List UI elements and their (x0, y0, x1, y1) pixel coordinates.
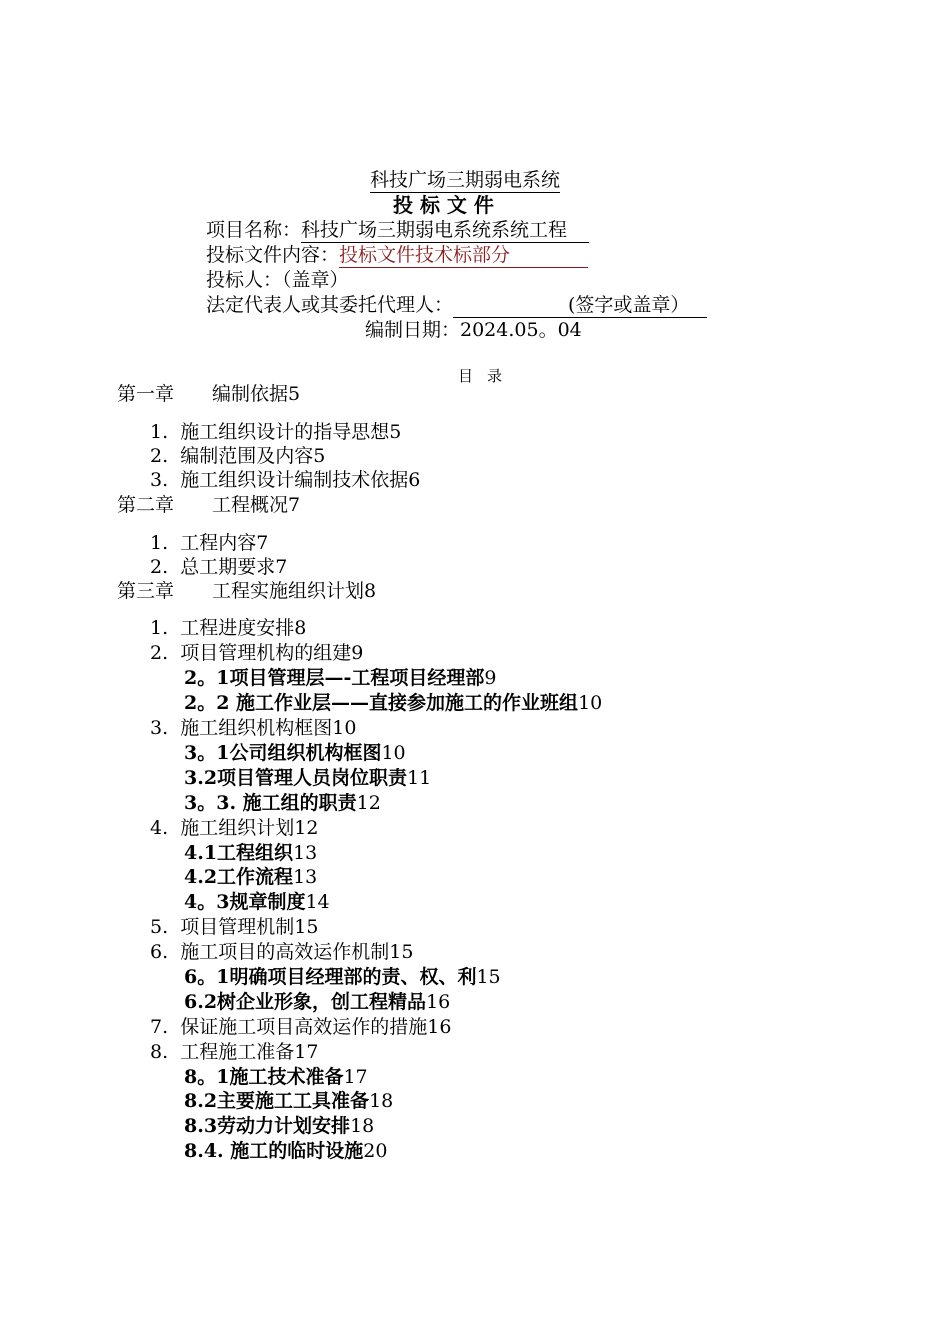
toc-subitem-title: 4.2工作流程 (184, 866, 294, 888)
toc-item-3-2[interactable] (150, 641, 363, 665)
toc-chapter-2[interactable] (117, 493, 300, 517)
toc-page-number: 11 (407, 767, 432, 789)
toc-subitem-title: 8。1施工技术准备 (184, 1066, 344, 1088)
toc-subitem-3-3-1[interactable] (184, 741, 406, 765)
toc-page-number: 9 (484, 667, 497, 689)
toc-chapter-1[interactable] (117, 382, 300, 406)
toc-item-number: 4. (150, 817, 169, 839)
toc-subitem-title: 3。1公司组织机构框图 (184, 742, 382, 764)
toc-subitem-title: 6.2树企业形象，创工程精品 (184, 991, 427, 1013)
bid-content-value: 投标文件技术标部分 (339, 243, 588, 268)
toc-page-number: 5 (313, 445, 326, 467)
toc-item-title: 编制范围及内容 (180, 445, 314, 467)
toc-chapter-title: 工程概况 (212, 494, 289, 516)
toc-subitem-3-8-1[interactable] (184, 1065, 368, 1089)
toc-item-number: 5. (150, 916, 169, 938)
toc-page-number: 12 (356, 792, 381, 814)
toc-page-number: 13 (293, 842, 318, 864)
representative-value: (签字或盖章） (453, 293, 707, 318)
toc-item-number: 8. (150, 1041, 169, 1063)
toc-subitem-title: 8.4. 施工的临时设施 (184, 1140, 364, 1162)
toc-item-title: 项目管理机制 (180, 916, 295, 938)
toc-chapter-3[interactable] (117, 579, 376, 603)
toc-page-number: 8 (364, 580, 377, 602)
toc-title: 目录 (458, 367, 517, 385)
toc-subitem-title: 3.2项目管理人员岗位职责 (184, 767, 408, 789)
toc-page-number: 17 (343, 1066, 368, 1088)
toc-page-number: 20 (363, 1140, 388, 1162)
toc-item-1-1[interactable] (150, 420, 401, 444)
bid-content-label: 投标文件内容： (206, 244, 340, 266)
toc-page-number: 15 (389, 941, 414, 963)
toc-chapter-number: 第一章 (117, 383, 175, 405)
toc-subitem-title: 2。1项目管理层—-工程项目经理部 (184, 667, 485, 689)
toc-page-number: 10 (381, 742, 406, 764)
toc-page-number: 14 (305, 891, 330, 913)
toc-page-number: 18 (350, 1115, 375, 1137)
toc-subitem-3-4-3[interactable] (184, 890, 330, 914)
compile-date: 编制日期：2024.05。04 (365, 319, 582, 341)
toc-page-number: 7 (275, 556, 288, 578)
toc-item-title: 项目管理机构的组建 (180, 642, 352, 664)
toc-item-title: 施工组织设计的指导思想 (180, 421, 390, 443)
toc-subitem-3-6-1[interactable] (184, 965, 501, 989)
toc-subitem-3-4-2[interactable] (184, 865, 317, 889)
toc-page-number: 10 (332, 717, 357, 739)
toc-item-number: 3. (150, 717, 169, 739)
toc-item-title: 保证施工项目高效运作的措施 (180, 1016, 428, 1038)
toc-item-number: 1. (150, 532, 169, 554)
toc-subitem-3-3-2[interactable] (184, 766, 431, 790)
toc-subitem-3-2-2[interactable] (184, 691, 602, 715)
toc-item-1-2[interactable] (150, 444, 325, 468)
toc-item-number: 1. (150, 421, 169, 443)
representative-label: 法定代表人或其委托代理人： (206, 294, 454, 316)
toc-item-3-6[interactable] (150, 940, 413, 964)
toc-item-3-1[interactable] (150, 616, 306, 640)
toc-page-number: 5 (288, 383, 301, 405)
toc-subitem-title: 8.2主要施工工具准备 (184, 1090, 370, 1112)
toc-subitem-3-6-2[interactable] (184, 990, 450, 1014)
toc-item-3-4[interactable] (150, 816, 318, 840)
toc-page-number: 5 (389, 421, 402, 443)
toc-page-number: 18 (369, 1090, 394, 1112)
representative-row (206, 293, 707, 318)
document-title: 科技广场三期弱电系统 (370, 169, 561, 191)
toc-item-number: 2. (150, 556, 169, 578)
toc-chapter-title: 编制依据 (212, 383, 289, 405)
toc-item-title: 施工组织设计编制技术依据 (180, 469, 409, 491)
toc-item-title: 施工组织机构框图 (180, 717, 333, 739)
toc-item-2-1[interactable] (150, 531, 268, 555)
project-name-label: 项目名称： (206, 219, 302, 241)
toc-page-number: 16 (427, 1016, 452, 1038)
toc-item-number: 2. (150, 445, 169, 467)
toc-subitem-title: 2。2 施工作业层——直接参加施工的作业班组 (184, 692, 579, 714)
toc-page-number: 15 (476, 966, 501, 988)
toc-subitem-3-8-2[interactable] (184, 1089, 393, 1113)
toc-chapter-number: 第二章 (117, 494, 175, 516)
toc-item-3-7[interactable] (150, 1015, 451, 1039)
toc-page-number: 12 (294, 817, 319, 839)
toc-item-3-3[interactable] (150, 716, 356, 740)
document-subtitle: 投 标 文 件 (393, 193, 494, 217)
toc-subitem-3-4-1[interactable] (184, 841, 317, 865)
toc-item-title: 施工组织计划 (180, 817, 295, 839)
toc-page-number: 15 (294, 916, 319, 938)
toc-item-3-5[interactable] (150, 915, 318, 939)
toc-page-number: 16 (426, 991, 451, 1013)
toc-page-number: 9 (351, 642, 364, 664)
project-name-value: 科技广场三期弱电系统系统工程 (301, 218, 589, 243)
toc-subitem-title: 4.1工程组织 (184, 842, 294, 864)
toc-page-number: 10 (578, 692, 603, 714)
toc-item-number: 3. (150, 469, 169, 491)
bidder-row: 投标人：（盖章） (206, 269, 349, 291)
toc-page-number: 6 (408, 469, 421, 491)
toc-subitem-3-8-3[interactable] (184, 1114, 374, 1138)
toc-subitem-title: 6。1明确项目经理部的责、权、利 (184, 966, 477, 988)
toc-chapter-title: 工程实施组织计划 (212, 580, 365, 602)
toc-item-number: 1. (150, 617, 169, 639)
toc-item-title: 工程施工准备 (180, 1041, 295, 1063)
toc-item-title: 工程进度安排 (180, 617, 295, 639)
toc-item-number: 6. (150, 941, 169, 963)
toc-page-number: 8 (294, 617, 307, 639)
toc-subitem-title: 3。3. 施工组的职责 (184, 792, 357, 814)
toc-page-number: 13 (293, 866, 318, 888)
toc-subitem-3-8-4[interactable] (184, 1139, 387, 1163)
toc-item-number: 2. (150, 642, 169, 664)
toc-subitem-title: 4。3规章制度 (184, 891, 306, 913)
toc-item-title: 总工期要求 (180, 556, 276, 578)
toc-item-number: 7. (150, 1016, 169, 1038)
project-name-row (206, 218, 589, 243)
toc-page-number: 7 (256, 532, 269, 554)
toc-item-3-8[interactable] (150, 1040, 318, 1064)
bid-content-row (206, 243, 588, 268)
toc-item-title: 工程内容 (180, 532, 257, 554)
toc-chapter-number: 第三章 (117, 580, 175, 602)
toc-subitem-3-3-3[interactable] (184, 791, 381, 815)
toc-subitem-title: 8.3劳动力计划安排 (184, 1115, 351, 1137)
toc-page-number: 7 (288, 494, 301, 516)
toc-item-title: 施工项目的高效运作机制 (180, 941, 390, 963)
toc-page-number: 17 (294, 1041, 319, 1063)
toc-item-2-2[interactable] (150, 555, 287, 579)
toc-item-1-3[interactable] (150, 468, 420, 492)
toc-subitem-3-2-1[interactable] (184, 666, 496, 690)
